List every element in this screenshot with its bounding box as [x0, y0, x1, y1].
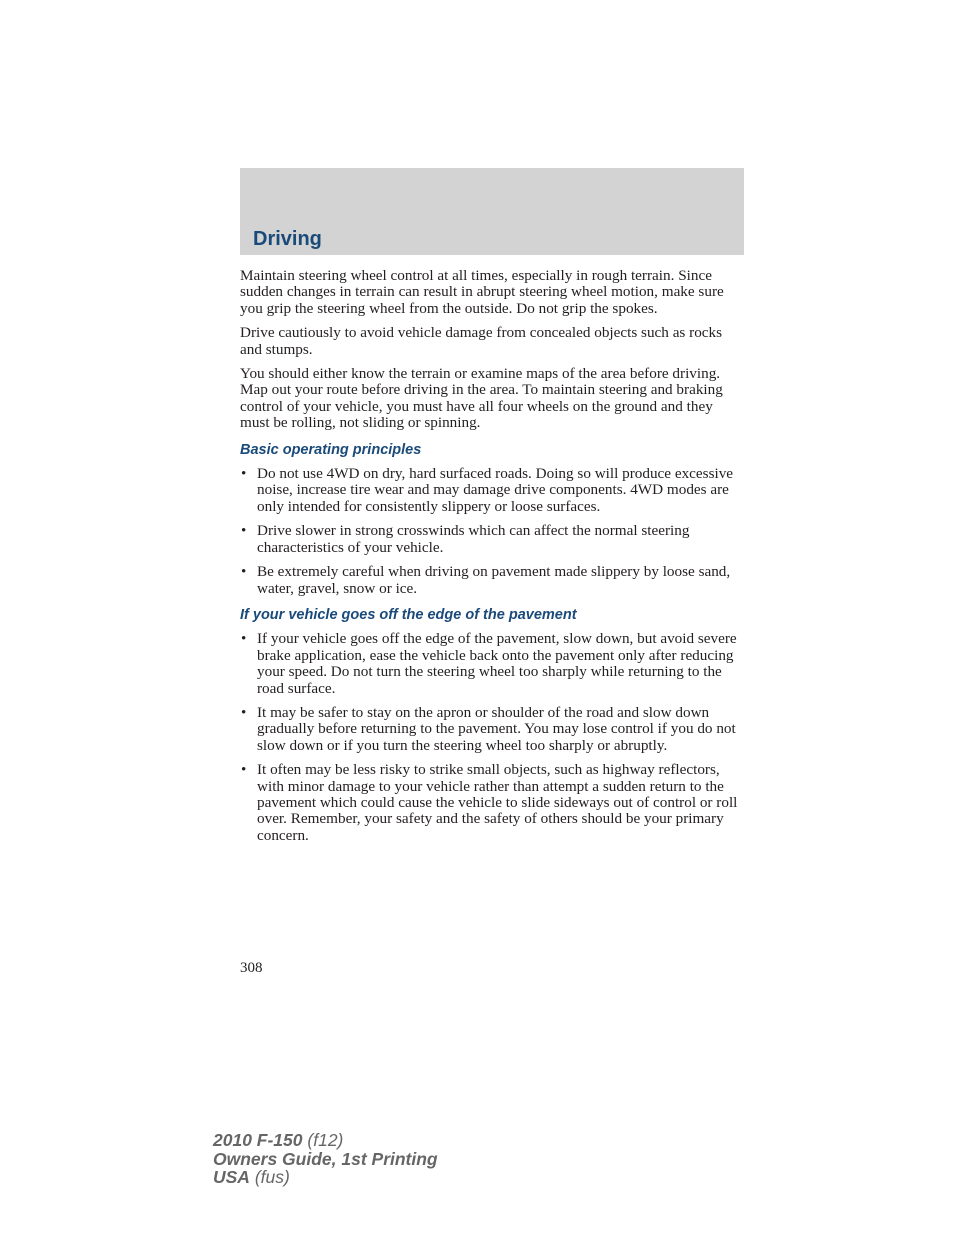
- subheading-off-pavement: If your vehicle goes off the edge of the pavement: [240, 606, 577, 623]
- list-item: [240, 466, 746, 515]
- bullet-icon: •: [241, 703, 247, 721]
- section-header-bar: [240, 168, 744, 255]
- list-item-text: It may be safer to stay on the apron or shoulder of the road and slow down gradually before returning to the pavement. You may lose control if you do not slow down or if you turn the steering wheel too sharply or abruptly.: [257, 703, 736, 754]
- paragraph: You should either know the terrain or examine maps of the area before driving. Map out your route before driving in the area. To maintain steering and braking control of your vehicle, you must have all four wheels on the ground and they must be rolling, not sliding or spinning.: [240, 365, 723, 432]
- footer-line-region: [213, 1168, 438, 1187]
- bullet-icon: •: [241, 563, 247, 581]
- footer-region-code: (fus): [254, 1167, 290, 1187]
- footer-print-info: [213, 1131, 438, 1187]
- footer-model: 2010 F-150: [213, 1130, 303, 1150]
- bullet-icon: •: [241, 465, 247, 483]
- section-title: Driving: [253, 228, 322, 250]
- page-number: 308: [240, 960, 263, 976]
- footer-line-guide: [213, 1150, 438, 1169]
- footer-line-model: [213, 1131, 438, 1150]
- footer-region: USA: [213, 1167, 250, 1187]
- list-item: [240, 762, 746, 844]
- list-item-text: It often may be less risky to strike small objects, such as highway reflectors, with minor damage to your vehicle rather than attempt a sudden return to the pavement which could cause the vehicle to slide sideways out of control or roll over. Remember, your safety and the safety of others should be your primary concern.: [257, 761, 738, 844]
- footer-guide: Owners Guide, 1st Printing: [213, 1148, 438, 1169]
- list-item-text: If your vehicle goes off the edge of the pavement, slow down, but avoid severe brake application, ease the vehicle back onto the pavement only after reducing your speed. Do not turn the steering wheel too sharply while returning to the road surface.: [257, 630, 737, 697]
- paragraph: Drive cautiously to avoid vehicle damage from concealed objects such as rocks and stumps.: [240, 324, 723, 358]
- list-item: [240, 523, 746, 556]
- page-content: [240, 268, 746, 852]
- footer-model-code: (f12): [307, 1130, 344, 1150]
- list-item-text: Drive slower in strong crosswinds which can affect the normal steering characteristics of your vehicle.: [257, 522, 690, 556]
- list-item: [240, 705, 746, 754]
- list-item: [240, 631, 746, 697]
- bullet-icon: •: [241, 630, 247, 648]
- bullet-list-basic-principles: [240, 466, 746, 597]
- subheading-basic-operating-principles: Basic operating principles: [240, 441, 422, 458]
- list-item: [240, 564, 746, 597]
- paragraph: Maintain steering wheel control at all times, especially in rough terrain. Since sudden changes in terrain can result in abrupt steering wheel motion, make sure you grip the steering wheel from the outside. Do not grip the spokes.: [240, 267, 724, 317]
- bullet-icon: •: [241, 522, 247, 540]
- bullet-list-off-pavement: [240, 631, 746, 844]
- list-item-text: Do not use 4WD on dry, hard surfaced roads. Doing so will produce excessive noise, increase tire wear and may damage drive components. 4WD modes are only intended for consistently slippery or loose surfaces.: [257, 465, 734, 515]
- bullet-icon: •: [241, 761, 247, 779]
- list-item-text: Be extremely careful when driving on pavement made slippery by loose sand, water, gravel, snow or ice.: [257, 563, 731, 597]
